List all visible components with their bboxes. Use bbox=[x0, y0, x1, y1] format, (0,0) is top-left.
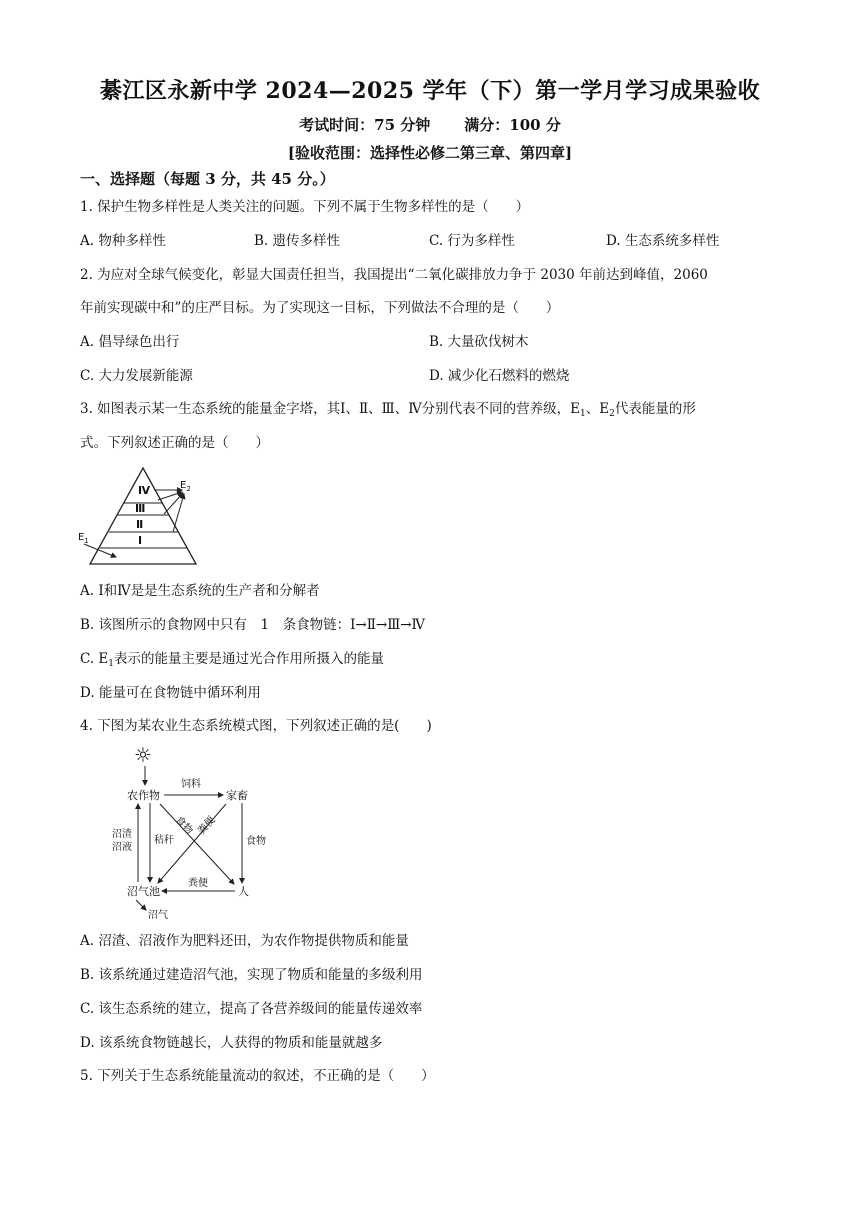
q1-option-a: A. 物种多样性 bbox=[80, 233, 166, 249]
label-manure-bottom: 粪便 bbox=[188, 878, 208, 889]
q2-stem-line1: 2. 为应对全球气候变化，彰显大国责任担当，我国提出“二氧化碳排放力争于 2030 年前达到峰值，2060 bbox=[80, 267, 708, 283]
q4-option-c: C. 该生态系统的建立，提高了各营养级间的能量传递效率 bbox=[80, 1001, 423, 1017]
q4-option-b: B. 该系统通过建造沼气池，实现了物质和能量的多级利用 bbox=[80, 967, 423, 983]
label-food-diagonal: 食物 bbox=[172, 814, 195, 837]
label-straw: 秸秆 bbox=[154, 835, 174, 846]
exam-time: 考试时间：75 分钟 bbox=[299, 116, 431, 134]
q4-stem: 4. 下图为某农业生态系统模式图，下列叙述正确的是( ) bbox=[80, 718, 432, 734]
node-crops: 农作物 bbox=[127, 789, 160, 802]
level-iii-label: Ⅲ bbox=[135, 502, 146, 515]
q3-stem-line2: 式。下列叙述正确的是（ ） bbox=[80, 435, 269, 451]
q3-stem-line1: 3. 如图表示某一生态系统的能量金字塔，其Ⅰ、Ⅱ、Ⅲ、Ⅳ分别代表不同的营养级，$E_1$、$E_2$代表能量的形 bbox=[80, 401, 696, 419]
q3-option-b: B. 该图所示的食物网中只有 1 条食物链：Ⅰ→Ⅱ→Ⅲ→Ⅳ bbox=[80, 617, 426, 633]
label-biogas: 沼气 bbox=[148, 910, 168, 921]
agro-ecosystem-figure bbox=[108, 740, 278, 924]
section-heading: 一、选择题（每题 3 分，共 45 分。） bbox=[80, 170, 335, 188]
node-biogas-pool: 沼气池 bbox=[127, 885, 160, 898]
q1-option-d: D. 生态系统多样性 bbox=[606, 233, 720, 249]
q5-stem: 5. 下列关于生态系统能量流动的叙述，不正确的是（ ） bbox=[80, 1068, 435, 1084]
q4-option-a: A. 沼渣、沼液作为肥料还田，为农作物提供物质和能量 bbox=[80, 933, 409, 949]
q2-option-c: C. 大力发展新能源 bbox=[80, 368, 193, 384]
label-manure-diagonal: 粪便 bbox=[196, 814, 218, 838]
node-human: 人 bbox=[238, 885, 249, 898]
level-ii-label: Ⅱ bbox=[136, 518, 144, 531]
q1-option-b: B. 遗传多样性 bbox=[254, 233, 341, 249]
q4-option-d: D. 该系统食物链越长，人获得的物质和能量就越多 bbox=[80, 1035, 383, 1051]
level-i-label: Ⅰ bbox=[138, 534, 143, 547]
sun-icon: ☼ bbox=[134, 743, 152, 767]
q3-option-a: A. Ⅰ和Ⅳ是是生态系统的生产者和分解者 bbox=[80, 583, 320, 599]
level-iv-label: Ⅳ bbox=[138, 484, 151, 497]
label-food-right: 食物 bbox=[246, 836, 266, 847]
full-score: 满分：100 分 bbox=[464, 116, 561, 134]
q3-option-d: D. 能量可在食物链中循环利用 bbox=[80, 685, 261, 701]
q1-option-c: C. 行为多样性 bbox=[429, 233, 515, 249]
exam-title: 綦江区永新中学 2024—2025 学年（下）第一学月学习成果验收 bbox=[99, 78, 761, 104]
q1-stem: 1. 保护生物多样性是人类关注的问题。下列不属于生物多样性的是（ ） bbox=[80, 199, 530, 215]
q2-option-a: A. 倡导绿色出行 bbox=[80, 334, 180, 350]
label-residue: 沼渣 bbox=[112, 829, 132, 840]
node-livestock: 家畜 bbox=[226, 789, 248, 802]
energy-pyramid-figure bbox=[76, 462, 206, 572]
e1-label: $E_1$ bbox=[78, 532, 89, 545]
e2-label: $E_2$ bbox=[180, 480, 191, 493]
q2-option-d: D. 减少化石燃料的燃烧 bbox=[429, 368, 570, 384]
exam-scope: [验收范围：选择性必修二第三章、第四章] bbox=[287, 144, 573, 162]
label-liquid: 沼液 bbox=[112, 842, 132, 853]
q3-option-c: C. $E_1$表示的能量主要是通过光合作用所摄入的能量 bbox=[80, 651, 385, 669]
q2-stem-line2: 年前实现碳中和”的庄严目标。为了实现这一目标，下列做法不合理的是（ ） bbox=[80, 300, 560, 316]
label-fodder: 饲料 bbox=[181, 779, 201, 790]
q2-option-b: B. 大量砍伐树木 bbox=[429, 334, 529, 350]
exam-info bbox=[0, 114, 860, 135]
